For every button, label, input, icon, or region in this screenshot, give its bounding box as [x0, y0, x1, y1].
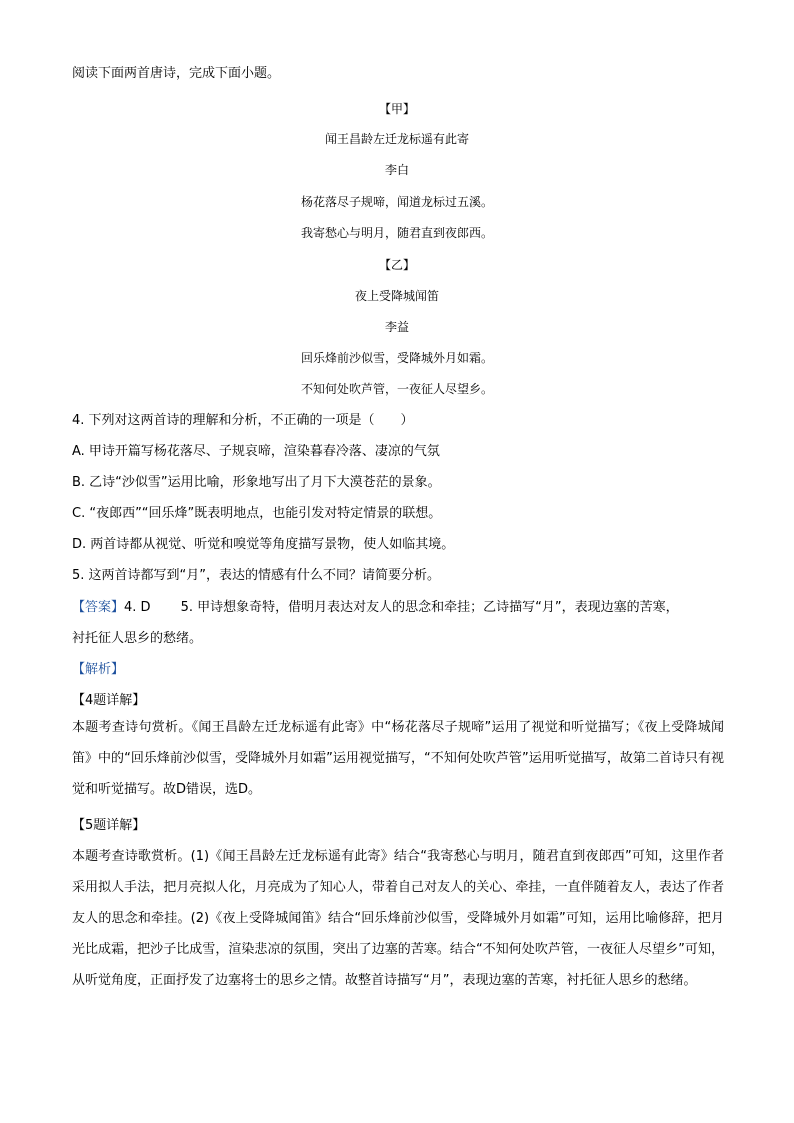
question-4-option-b: B. 乙诗“沙似雪”运用比喻，形象地写出了月下大漠苍茫的景象。 — [72, 475, 441, 490]
answer-q5-line1: 5. 甲诗想象奇特，借明月表达对友人的思念和牵挂；乙诗描写“月”，表现边塞的苦寒， — [180, 600, 679, 615]
poem2-marker: 【乙】 — [378, 258, 415, 272]
answer-q5-line2: 衬托征人思乡的愁绪。 — [72, 631, 203, 646]
q5-analysis-text: 本题考查诗歌赏析。(1)《闻王昌龄左迁龙标遥有此寄》结合“我寄愁心与明月，随君直到夜郎西”可知，这里作者采用拟人手法，把月亮拟人化，月亮成为了知心人，带着自己对友人的关心、牵挂，一直伴随着友人，表达了作者友人的思念和牵挂。(2)《夜上受降城闻笛》结合“回乐烽前沙似雪，受降城外月如霜”可知，运用比喻修辞，把月光比成霜，把沙子比成雪，渲染悲凉的氛围，突出了边塞的苦寒。结合“不知何处吹芦管，一夜征人尽望乡”可知，从听觉角度，正面抒发了边塞将士的思乡之情。故整首诗描写“月”，表现边塞的苦寒，衬托征人思乡的愁绪。 — [72, 849, 724, 988]
poem1-line1: 杨花落尽子规啼，闻道龙标过五溪。 — [300, 195, 493, 209]
answer-line — [72, 598, 679, 618]
question-4-option-d: D. 两首诗都从视觉、听觉和嗅觉等角度描写景物，使人如临其境。 — [72, 537, 455, 552]
poem2-line2: 不知何处吹芦管，一夜征人尽望乡。 — [300, 382, 493, 396]
answer-label: 【答案】 — [72, 600, 125, 615]
q4-analysis-text: 本题考查诗句赏析。《闻王昌龄左迁龙标遥有此寄》中“杨花落尽子规啼”运用了视觉和听觉描写；《夜上受降城闻笛》中的“回乐烽前沙似雪，受降城外月如霜”运用视觉描写，“不知何处吹芦管”运用听觉描写，故第二首诗只有视觉和听觉描写。故D错误，选D。 — [72, 720, 724, 797]
poem2-author: 李益 — [384, 320, 409, 334]
poem2-line1: 回乐烽前沙似雪，受降城外月如霜。 — [300, 351, 493, 365]
answer-q4: 4. D — [124, 600, 151, 615]
poem2-title: 夜上受降城闻笛 — [354, 289, 439, 303]
analysis-label: 【解析】 — [72, 662, 125, 677]
poem1-author: 李白 — [384, 163, 409, 177]
question-4-option-a: A. 甲诗开篇写杨花落尽、子规哀啼，渲染暮春冷落、凄凉的气氛 — [72, 444, 440, 459]
poem1-title: 闻王昌龄左迁龙标遥有此寄 — [324, 132, 469, 146]
q4-analysis-heading: 【4题详解】 — [72, 693, 146, 708]
poem1-marker: 【甲】 — [378, 102, 415, 116]
poem1-line2: 我寄愁心与明月，随君直到夜郎西。 — [300, 226, 493, 240]
question-5-stem: 5. 这两首诗都写到“月”，表达的情感有什么不同？请简要分析。 — [72, 568, 441, 583]
question-4-option-c: C. “夜郎西”“回乐烽”既表明地点，也能引发对特定情景的联想。 — [72, 506, 442, 521]
q5-analysis-heading: 【5题详解】 — [72, 818, 146, 833]
intro-text: 阅读下面两首唐诗，完成下面小题。 — [72, 66, 281, 81]
question-4-stem: 4. 下列对这两首诗的理解和分析，不正确的一项是（ ） — [72, 413, 414, 428]
